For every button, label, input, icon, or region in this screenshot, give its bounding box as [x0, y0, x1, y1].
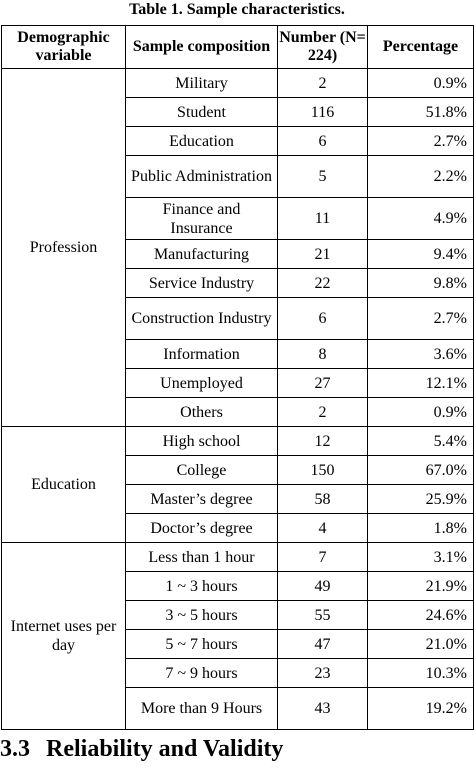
composition-cell: Less than 1 hour	[126, 543, 278, 572]
percentage-cell: 0.9%	[368, 69, 474, 98]
number-cell: 21	[278, 240, 368, 269]
number-cell: 27	[278, 369, 368, 398]
table-body	[2, 69, 474, 730]
percentage-cell: 5.4%	[368, 427, 474, 456]
composition-cell: 1 ~ 3 hours	[126, 572, 278, 601]
table-caption: Table 1. Sample characteristics.	[129, 1, 345, 18]
group-label-profession: Profession	[2, 69, 126, 427]
sample-characteristics-table	[1, 25, 474, 730]
number-cell: 22	[278, 269, 368, 298]
section-number: 3.3	[0, 736, 30, 762]
header-sample-composition: Sample composition	[126, 26, 278, 69]
number-cell: 55	[278, 601, 368, 630]
percentage-cell: 21.0%	[368, 630, 474, 659]
percentage-cell: 67.0%	[368, 456, 474, 485]
section-heading	[0, 735, 474, 763]
group-label-education: Education	[2, 427, 126, 543]
percentage-cell: 10.3%	[368, 659, 474, 688]
percentage-cell: 19.2%	[368, 688, 474, 730]
table-row	[2, 69, 474, 98]
percentage-cell: 12.1%	[368, 369, 474, 398]
table-row	[2, 427, 474, 456]
composition-cell: College	[126, 456, 278, 485]
percentage-cell: 9.4%	[368, 240, 474, 269]
percentage-cell: 51.8%	[368, 98, 474, 127]
composition-cell: Student	[126, 98, 278, 127]
table-row	[2, 543, 474, 572]
composition-cell: Service Industry	[126, 269, 278, 298]
percentage-cell: 2.2%	[368, 156, 474, 198]
section-title: Reliability and Validity	[46, 736, 284, 762]
percentage-cell: 2.7%	[368, 127, 474, 156]
percentage-cell: 9.8%	[368, 269, 474, 298]
header-number: Number (N= 224)	[278, 26, 368, 69]
composition-cell: Public Administration	[126, 156, 278, 198]
composition-cell: Education	[126, 127, 278, 156]
number-cell: 47	[278, 630, 368, 659]
composition-cell: 5 ~ 7 hours	[126, 630, 278, 659]
percentage-cell: 3.1%	[368, 543, 474, 572]
percentage-cell: 24.6%	[368, 601, 474, 630]
number-cell: 6	[278, 127, 368, 156]
composition-cell: Military	[126, 69, 278, 98]
composition-cell: More than 9 Hours	[126, 688, 278, 730]
header-percentage: Percentage	[368, 26, 474, 69]
number-cell: 58	[278, 485, 368, 514]
percentage-cell: 4.9%	[368, 198, 474, 240]
number-cell: 6	[278, 298, 368, 340]
percentage-cell: 25.9%	[368, 485, 474, 514]
composition-cell: Others	[126, 398, 278, 427]
number-cell: 43	[278, 688, 368, 730]
composition-cell: Doctor’s degree	[126, 514, 278, 543]
percentage-cell: 3.6%	[368, 340, 474, 369]
percentage-cell: 21.9%	[368, 572, 474, 601]
composition-cell: High school	[126, 427, 278, 456]
percentage-cell: 2.7%	[368, 298, 474, 340]
number-cell: 23	[278, 659, 368, 688]
composition-cell: Construction Industry	[126, 298, 278, 340]
number-cell: 7	[278, 543, 368, 572]
number-cell: 2	[278, 398, 368, 427]
composition-cell: Unemployed	[126, 369, 278, 398]
composition-cell: Manufacturing	[126, 240, 278, 269]
number-cell: 49	[278, 572, 368, 601]
composition-cell: Information	[126, 340, 278, 369]
composition-cell: 3 ~ 5 hours	[126, 601, 278, 630]
number-cell: 4	[278, 514, 368, 543]
composition-cell: 7 ~ 9 hours	[126, 659, 278, 688]
number-cell: 116	[278, 98, 368, 127]
number-cell: 150	[278, 456, 368, 485]
percentage-cell: 1.8%	[368, 514, 474, 543]
table-header-row	[2, 26, 474, 69]
header-demographic-variable: Demographic variable	[2, 26, 126, 69]
number-cell: 8	[278, 340, 368, 369]
composition-cell: Master’s degree	[126, 485, 278, 514]
number-cell: 5	[278, 156, 368, 198]
composition-cell: Finance and Insurance	[126, 198, 278, 240]
group-label-internet-uses: Internet uses per day	[2, 543, 126, 730]
number-cell: 11	[278, 198, 368, 240]
percentage-cell: 0.9%	[368, 398, 474, 427]
number-cell: 12	[278, 427, 368, 456]
number-cell: 2	[278, 69, 368, 98]
